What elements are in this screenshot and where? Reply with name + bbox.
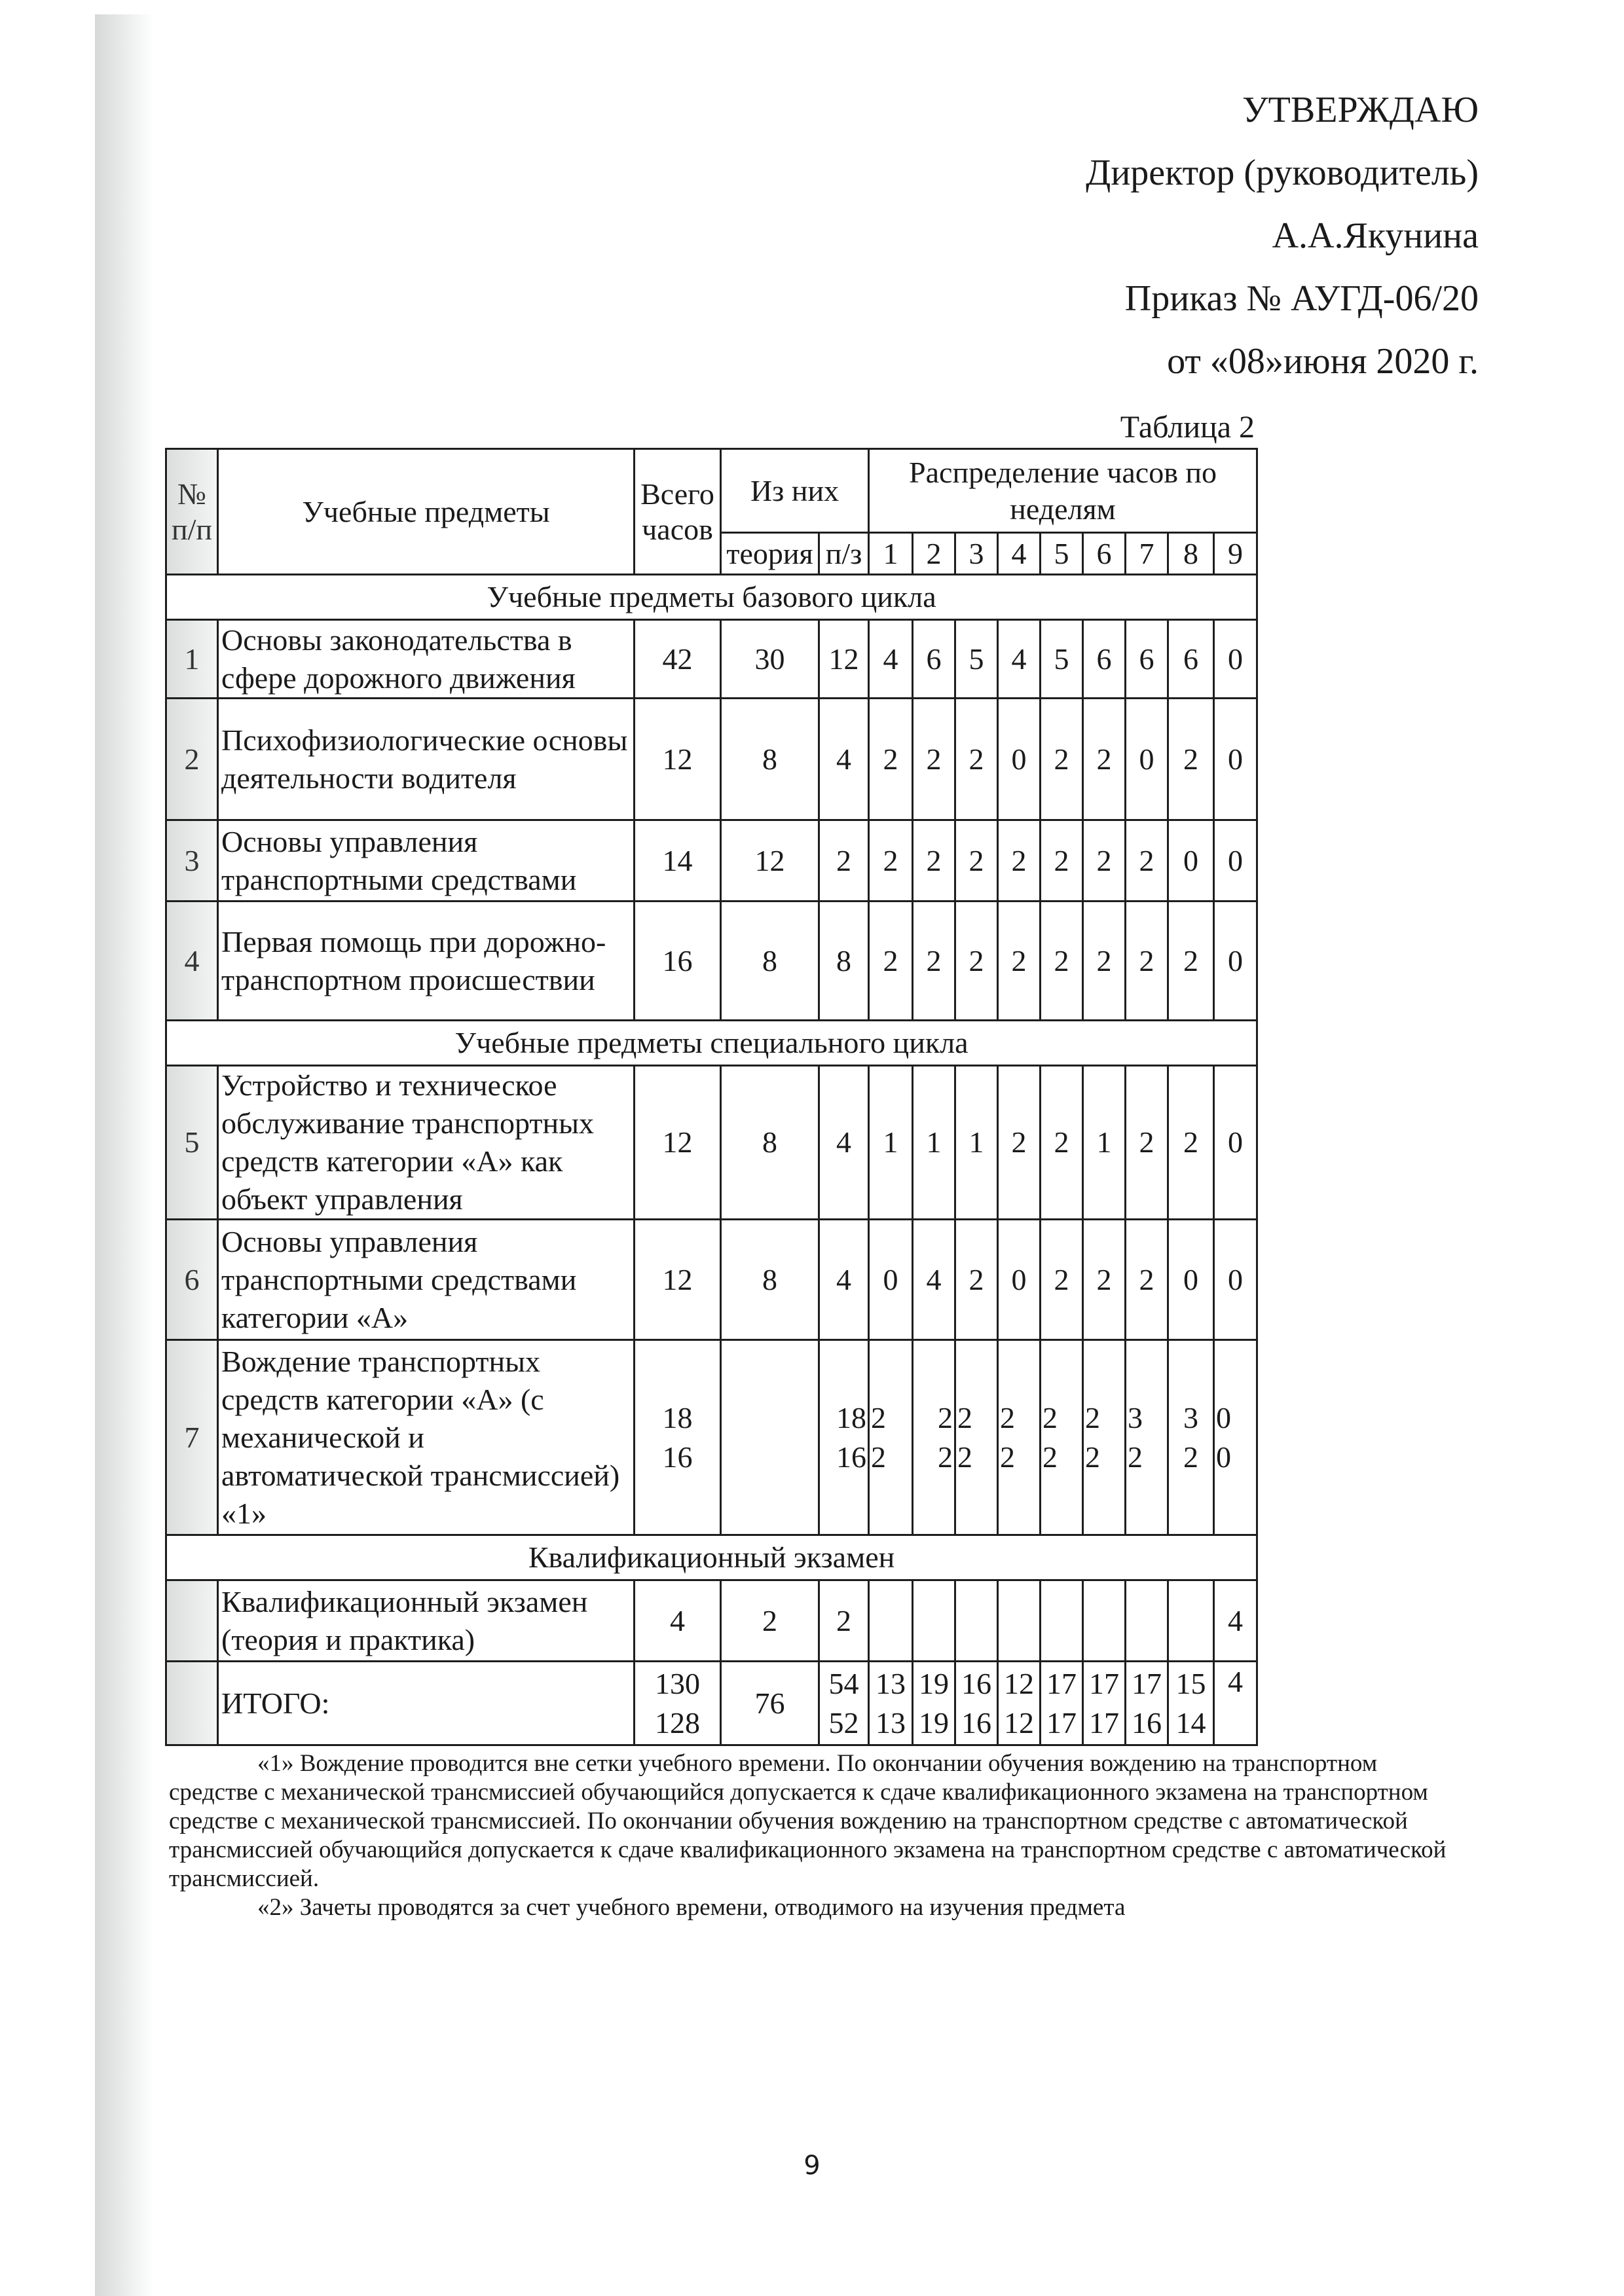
week-6-total-line-2: 17	[1089, 1705, 1119, 1740]
grand-theory-hours: 76	[721, 1662, 819, 1745]
header-theory: теория	[721, 533, 819, 575]
grand-practice-hours-line-2: 52	[828, 1705, 859, 1740]
total-hours: 12	[635, 1066, 721, 1220]
total-hours	[635, 1340, 721, 1535]
order-date: от «08»июня 2020 г.	[1167, 341, 1479, 382]
header-week-7: 7	[1126, 533, 1168, 575]
row-number	[166, 1580, 218, 1662]
subject-name: Основы управления транспортными средствами	[218, 820, 635, 902]
week-3-total	[955, 1662, 998, 1745]
week-2-hours: 2	[913, 902, 955, 1021]
week-2-total	[913, 1662, 955, 1745]
header-of-them: Из них	[721, 449, 869, 533]
approver-position: Директор (руководитель)	[1086, 153, 1479, 193]
week-5-hours	[1041, 1580, 1083, 1662]
week-7-hours-line-1: 3	[1128, 1400, 1143, 1434]
week-6-hours	[1083, 1340, 1126, 1535]
grand-total-hours-line-2: 128	[655, 1705, 700, 1740]
week-8-total	[1168, 1662, 1214, 1745]
approval-heading: УТВЕРЖДАЮ	[1242, 90, 1479, 130]
week-5-hours	[1041, 1340, 1083, 1535]
header-practice: п/з	[819, 533, 869, 575]
footnote-2: «2» Зачеты проводятся за счет учебного времени, отводимого на изучения предмета	[257, 1894, 1126, 1921]
week-1-hours-line-2: 2	[871, 1440, 886, 1474]
week-9-total-line-1: 4	[1228, 1665, 1244, 1698]
subject-name: Основы законодательства в сфере дорожного движения	[218, 620, 635, 699]
week-6-hours: 1	[1083, 1066, 1126, 1220]
week-9-hours: 0	[1214, 820, 1257, 902]
week-8-hours	[1168, 1340, 1214, 1535]
total-hours-line-2: 16	[662, 1440, 693, 1474]
week-8-hours: 0	[1168, 1220, 1214, 1340]
row-number: 2	[166, 699, 218, 820]
week-8-total-line-2: 14	[1175, 1705, 1206, 1740]
week-8-hours	[1168, 1580, 1214, 1662]
row-number	[166, 1662, 218, 1745]
week-8-hours-line-1: 3	[1183, 1400, 1198, 1434]
week-2-hours: 4	[913, 1220, 955, 1340]
week-6-hours: 2	[1083, 1220, 1126, 1340]
week-4-hours	[998, 1580, 1041, 1662]
week-3-hours: 2	[955, 820, 998, 902]
week-5-hours: 2	[1041, 1220, 1083, 1340]
week-9-hours: 0	[1214, 620, 1257, 699]
week-7-hours: 2	[1126, 902, 1168, 1021]
week-5-hours: 2	[1041, 699, 1083, 820]
scan-margin	[95, 0, 1624, 14]
subject-name: Квалификационный экзамен (теория и практика)	[218, 1580, 635, 1662]
curriculum-table	[165, 448, 1258, 1746]
week-2-hours	[913, 1340, 955, 1535]
week-3-hours-line-1: 2	[957, 1400, 972, 1434]
practice-hours-line-1: 18	[836, 1400, 866, 1434]
week-4-hours	[998, 1340, 1041, 1535]
theory-hours: 2	[721, 1580, 819, 1662]
theory-hours: 8	[721, 699, 819, 820]
week-1-total	[869, 1662, 913, 1745]
practice-hours: 4	[819, 1220, 869, 1340]
week-1-hours: 4	[869, 620, 913, 699]
header-week-4: 4	[998, 533, 1041, 575]
scan-shadow-edge	[95, 14, 154, 2296]
week-7-total-line-2: 16	[1132, 1705, 1162, 1740]
week-8-total-line-1: 15	[1175, 1666, 1206, 1700]
practice-hours: 12	[819, 620, 869, 699]
week-9-total	[1214, 1662, 1257, 1745]
week-4-total-line-2: 12	[1004, 1705, 1034, 1740]
theory-hours: 8	[721, 902, 819, 1021]
week-9-hours	[1214, 1340, 1257, 1535]
week-2-hours: 2	[913, 699, 955, 820]
subject-name: Первая помощь при дорожно-транспортном происшествии	[218, 902, 635, 1021]
week-3-hours: 5	[955, 620, 998, 699]
week-8-hours: 0	[1168, 820, 1214, 902]
week-3-hours-line-2: 2	[957, 1440, 972, 1474]
week-8-hours: 2	[1168, 1066, 1214, 1220]
week-1-hours	[869, 1580, 913, 1662]
header-week-9: 9	[1214, 533, 1257, 575]
header-total: Всего часов	[635, 449, 721, 575]
week-3-hours	[955, 1580, 998, 1662]
week-3-total-line-1: 16	[961, 1666, 991, 1700]
week-5-hours: 2	[1041, 820, 1083, 902]
theory-hours: 8	[721, 1066, 819, 1220]
total-label: ИТОГО:	[218, 1662, 635, 1745]
practice-hours: 4	[819, 1066, 869, 1220]
week-7-hours: 2	[1126, 1220, 1168, 1340]
grand-practice-hours-line-1: 54	[828, 1666, 859, 1700]
practice-hours: 8	[819, 902, 869, 1021]
week-5-hours: 5	[1041, 620, 1083, 699]
week-7-total-line-1: 17	[1132, 1666, 1162, 1700]
week-6-hours-line-1: 2	[1085, 1400, 1100, 1434]
week-3-hours: 1	[955, 1066, 998, 1220]
week-4-total-line-1: 12	[1004, 1666, 1034, 1700]
header-distribution: Распределение часов по неделям	[869, 449, 1257, 533]
week-6-total-line-1: 17	[1089, 1666, 1119, 1700]
week-7-hours: 2	[1126, 820, 1168, 902]
subject-name: Вождение транспортных средств категории «А» (с механической и автоматической трансмиссией) «1»	[218, 1340, 635, 1535]
week-1-hours	[869, 1340, 913, 1535]
week-6-hours: 2	[1083, 699, 1126, 820]
table-caption: Таблица 2	[1120, 410, 1255, 445]
header-week-8: 8	[1168, 533, 1214, 575]
week-2-total-line-1: 19	[919, 1666, 949, 1700]
section-row-exam	[166, 1535, 1257, 1580]
week-9-hours: 4	[1214, 1580, 1257, 1662]
week-3-hours: 2	[955, 699, 998, 820]
week-5-total	[1041, 1662, 1083, 1745]
section-row-special	[166, 1021, 1257, 1066]
grand-practice-hours	[819, 1662, 869, 1745]
order-number: Приказ № АУГД-06/20	[1124, 278, 1479, 319]
week-5-hours-line-2: 2	[1043, 1440, 1058, 1474]
practice-hours: 2	[819, 1580, 869, 1662]
header-week-1: 1	[869, 533, 913, 575]
week-2-hours: 2	[913, 820, 955, 902]
week-7-hours: 2	[1126, 1066, 1168, 1220]
week-9-hours: 0	[1214, 699, 1257, 820]
header-week-3: 3	[955, 533, 998, 575]
grand-total-hours-line-1: 130	[655, 1666, 700, 1700]
row-number: 7	[166, 1340, 218, 1535]
header-num: № п/п	[166, 449, 218, 575]
table-row	[166, 902, 1257, 1021]
week-1-total-line-1: 13	[876, 1666, 906, 1700]
header-week-2: 2	[913, 533, 955, 575]
week-9-hours-line-2: 0	[1216, 1440, 1231, 1474]
week-5-hours: 2	[1041, 902, 1083, 1021]
week-2-hours-line-1: 2	[938, 1400, 953, 1434]
week-4-hours: 2	[998, 1066, 1041, 1220]
theory-hours: 12	[721, 820, 819, 902]
practice-hours: 2	[819, 820, 869, 902]
total-hours: 42	[635, 620, 721, 699]
week-6-hours-line-2: 2	[1085, 1440, 1100, 1474]
subject-name: Устройство и техническое обслуживание транспортных средств категории «А» как объект управления	[218, 1066, 635, 1220]
header-week-5: 5	[1041, 533, 1083, 575]
week-9-hours: 0	[1214, 1066, 1257, 1220]
week-5-total-line-1: 17	[1046, 1666, 1077, 1700]
footnotes	[169, 1749, 1472, 1922]
total-hours: 12	[635, 699, 721, 820]
week-1-hours: 2	[869, 902, 913, 1021]
week-1-hours-line-1: 2	[871, 1400, 886, 1434]
week-1-total-line-2: 13	[876, 1705, 906, 1740]
week-6-hours: 2	[1083, 902, 1126, 1021]
week-2-hours: 1	[913, 1066, 955, 1220]
week-2-hours	[913, 1580, 955, 1662]
week-2-hours-line-2: 2	[938, 1440, 953, 1474]
section-title: Квалификационный экзамен	[166, 1535, 1257, 1580]
week-4-hours: 2	[998, 820, 1041, 902]
table-row	[166, 620, 1257, 699]
page-number: 9	[803, 2151, 821, 2181]
total-hours: 4	[635, 1580, 721, 1662]
week-7-total	[1126, 1662, 1168, 1745]
table-row	[166, 699, 1257, 820]
week-7-hours-line-2: 2	[1128, 1440, 1143, 1474]
practice-hours: 4	[819, 699, 869, 820]
week-2-hours: 6	[913, 620, 955, 699]
week-7-hours	[1126, 1340, 1168, 1535]
total-row	[166, 1662, 1257, 1745]
week-1-hours: 2	[869, 699, 913, 820]
week-3-hours: 2	[955, 1220, 998, 1340]
total-hours: 16	[635, 902, 721, 1021]
subject-name: Психофизиологические основы деятельности водителя	[218, 699, 635, 820]
week-3-hours: 2	[955, 902, 998, 1021]
section-title: Учебные предметы базового цикла	[166, 575, 1257, 620]
theory-hours: 30	[721, 620, 819, 699]
row-number: 6	[166, 1220, 218, 1340]
week-7-hours: 6	[1126, 620, 1168, 699]
week-4-hours-line-1: 2	[1000, 1400, 1015, 1434]
week-1-hours: 0	[869, 1220, 913, 1340]
week-9-hours-line-1: 0	[1216, 1400, 1231, 1434]
section-title: Учебные предметы специального цикла	[166, 1021, 1257, 1066]
subject-name: Основы управления транспортными средствами категории «А»	[218, 1220, 635, 1340]
approver-name: А.А.Якунина	[1272, 215, 1479, 256]
week-4-hours-line-2: 2	[1000, 1440, 1015, 1474]
week-4-hours: 0	[998, 1220, 1041, 1340]
theory-hours: 8	[721, 1220, 819, 1340]
week-6-hours: 6	[1083, 620, 1126, 699]
practice-hours	[819, 1340, 869, 1535]
row-number: 4	[166, 902, 218, 1021]
week-1-hours: 1	[869, 1066, 913, 1220]
approval-block	[1086, 79, 1479, 393]
table-row	[166, 1220, 1257, 1340]
practice-hours-line-2: 16	[836, 1440, 866, 1474]
header-week-6: 6	[1083, 533, 1126, 575]
total-hours: 14	[635, 820, 721, 902]
header-subjects: Учебные предметы	[218, 449, 635, 575]
row-number: 5	[166, 1066, 218, 1220]
week-4-hours: 4	[998, 620, 1041, 699]
week-8-hours: 2	[1168, 902, 1214, 1021]
week-7-hours	[1126, 1580, 1168, 1662]
row-number: 3	[166, 820, 218, 902]
week-9-hours: 0	[1214, 902, 1257, 1021]
week-5-total-line-2: 17	[1046, 1705, 1077, 1740]
table-row	[166, 1340, 1257, 1535]
week-4-hours: 2	[998, 902, 1041, 1021]
week-7-hours: 0	[1126, 699, 1168, 820]
week-3-hours	[955, 1340, 998, 1535]
week-6-hours	[1083, 1580, 1126, 1662]
table-row	[166, 820, 1257, 902]
section-row-basic	[166, 575, 1257, 620]
week-8-hours: 2	[1168, 699, 1214, 820]
week-3-total-line-2: 16	[961, 1705, 991, 1740]
row-number: 1	[166, 620, 218, 699]
week-6-total	[1083, 1662, 1126, 1745]
week-8-hours-line-2: 2	[1183, 1440, 1198, 1474]
grand-total-hours	[635, 1662, 721, 1745]
week-5-hours-line-1: 2	[1043, 1400, 1058, 1434]
exam-row	[166, 1580, 1257, 1662]
total-hours-line-1: 18	[662, 1400, 693, 1434]
week-8-hours: 6	[1168, 620, 1214, 699]
week-5-hours: 2	[1041, 1066, 1083, 1220]
week-9-hours: 0	[1214, 1220, 1257, 1340]
theory-hours	[721, 1340, 819, 1535]
total-hours: 12	[635, 1220, 721, 1340]
week-1-hours: 2	[869, 820, 913, 902]
table-row	[166, 1066, 1257, 1220]
week-4-hours: 0	[998, 699, 1041, 820]
week-2-total-line-2: 19	[919, 1705, 949, 1740]
week-4-total	[998, 1662, 1041, 1745]
week-6-hours: 2	[1083, 820, 1126, 902]
footnote-1: «1» Вождение проводится вне сетки учебного времени. По окончании обучения вождению на транспортном средстве с механической трансмиссией обучающийся допускается к сдаче квалификационного экзамена на транспортном средстве с механической трансмиссией. По окончании обучения вождению на транспортном средстве с автоматической трансмиссией обучающийся допускается к сдаче квалификационного экзамена на транспортном средстве с автоматической трансмиссией.	[169, 1750, 1447, 1892]
